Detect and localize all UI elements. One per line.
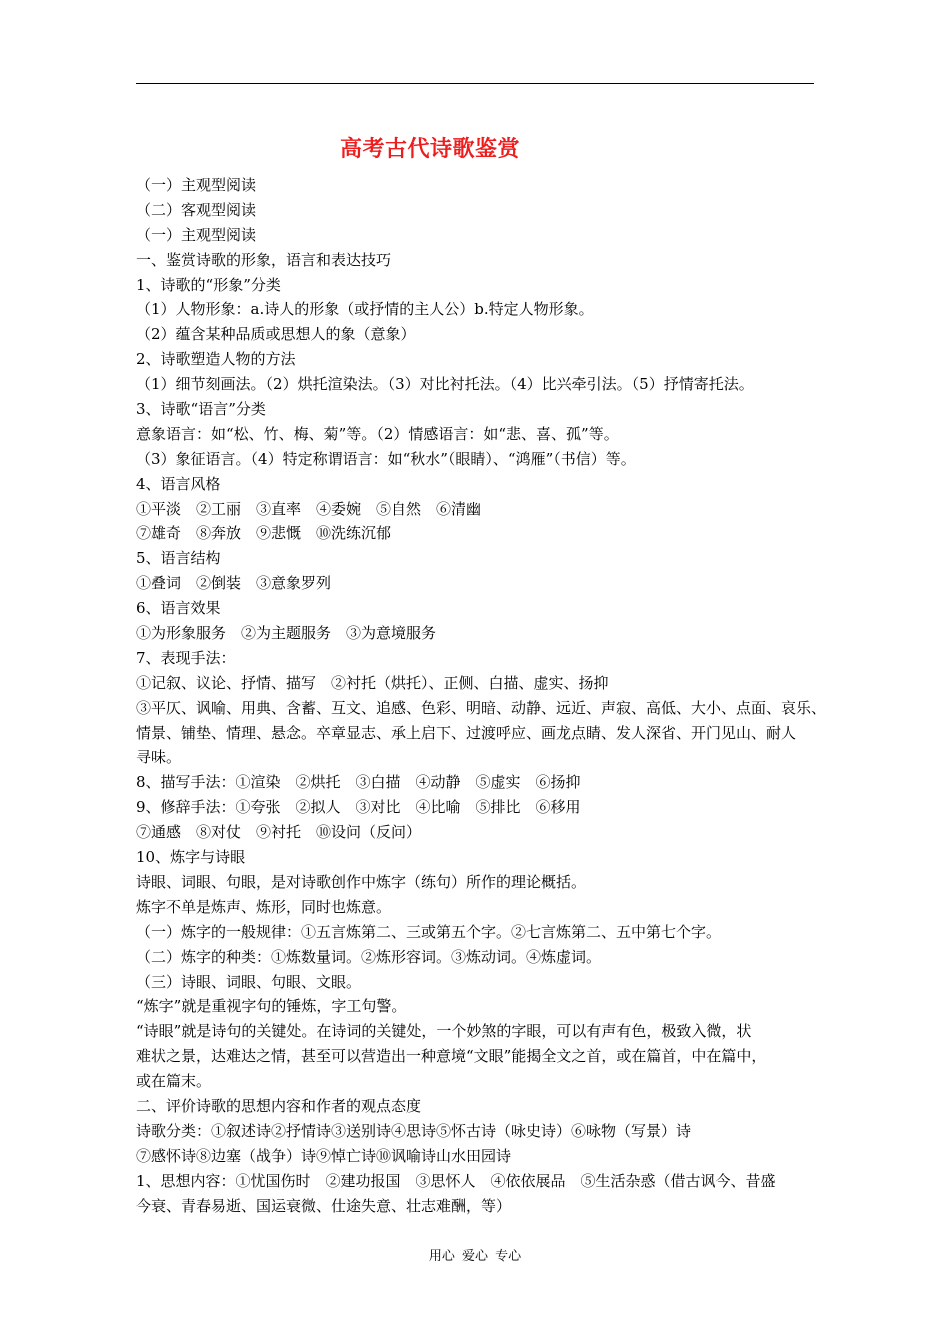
text-line: “炼字”就是重视字句的锤炼，字工句警。 [136,997,407,1016]
text-line: 5、语言结构 [136,549,221,568]
text-line: 寻味。 [136,748,182,767]
text-line: （3）象征语言。（4）特定称谓语言：如“秋水”（眼睛）、“鸿雁”（书信）等。 [136,449,636,468]
text-line: 或在篇末。 [136,1072,212,1091]
document-title: 高考古代诗歌鉴赏 [339,137,520,162]
text-line: ⑦感怀诗⑧边塞（战争）诗⑨悼亡诗⑩讽喻诗山水田园诗 [136,1146,512,1165]
text-line: ①叠词 ②倒装 ③意象罗列 [136,574,332,593]
text-line: 3、诗歌“语言”分类 [136,400,266,419]
text-line: 6、语言效果 [136,599,221,618]
text-line: （三）诗眼、词眼、句眼、文眼。 [136,972,362,991]
text-line: ①记叙、议论、抒情、描写 ②衬托（烘托）、正侧、白描、虚实、扬抑 [136,673,609,692]
text-line: （1）人物形象：a.诗人的形象（或抒情的主人公）b.特定人物形象。 [136,300,594,319]
text-line: 情景、铺垫、情理、悬念。卒章显志、承上启下、过渡呼应、画龙点睛、发人深省、开门见山、耐人 [136,723,797,742]
text-line: ①平淡 ②工丽 ③直率 ④委婉 ⑤自然 ⑥清幽 [136,499,482,518]
text-line: 8、描写手法：①渲染 ②烘托 ③白描 ④动静 ⑤虚实 ⑥扬抑 [136,773,581,792]
text-line: 2、诗歌塑造人物的方法 [136,350,296,369]
text-line: 1、思想内容：①忧国伤时 ②建功报国 ③思怀人 ④依依展品 ⑤生活杂惑（借古讽今、昔盛 [136,1171,776,1190]
header-rule [136,83,814,84]
text-line: 今衰、青春易逝、国运衰微、仕途失意、壮志难酬，等） [136,1196,512,1215]
text-line: 难状之景，达难达之情，甚至可以营造出一种意境“文眼”能揭全文之首，或在篇首，中在篇中， [136,1047,767,1066]
text-line: （二）炼字的种类：①炼数量词。②炼形容词。③炼动词。④炼虚词。 [136,947,602,966]
text-line: 诗歌分类：①叙述诗②抒情诗③送别诗④思诗⑤怀古诗（咏史诗）⑥咏物（写景）诗 [136,1121,692,1140]
text-line: 1、诗歌的“形象”分类 [136,275,281,294]
text-line: （二）客观型阅读 [136,200,257,219]
text-line: （一）炼字的一般规律：①五言炼第二、三或第五个字。②七言炼第二、五中第七个字。 [136,922,722,941]
text-line: （一）主观型阅读 [136,225,257,244]
text-line: （2）蕴含某种品质或思想人的象（意象） [136,325,416,344]
text-line: 诗眼、词眼、句眼，是对诗歌创作中炼字（练句）所作的理论概括。 [136,872,587,891]
text-line: ①为形象服务 ②为主题服务 ③为意境服务 [136,624,437,643]
text-line: “诗眼”就是诗句的关键处。在诗词的关键处，一个妙煞的字眼，可以有声有色，极致入微，状 [136,1022,752,1041]
text-line: （一）主观型阅读 [136,176,257,194]
text-line: 二、评价诗歌的思想内容和作者的观点态度 [136,1096,422,1115]
text-line: 一、鉴赏诗歌的形象，语言和表达技巧 [136,250,392,269]
text-line: 意象语言：如“松、竹、梅、菊”等。（2）情感语言：如“悲、喜、孤”等。 [136,424,619,443]
text-line: 炼字不单是炼声、炼形，同时也炼意。 [136,897,392,916]
text-line: （1）细节刻画法。（2）烘托渲染法。（3）对比衬托法。（4）比兴牵引法。（5）抒情寄托法。 [136,375,754,394]
text-line: 7、表现手法： [136,648,236,667]
text-line: ③平仄、讽喻、用典、含蓄、互文、追感、色彩、明暗、动静、远近、声寂、高低、大小、点面、哀乐、 [136,698,826,717]
page-footer: 用心 爱心 专心 [428,1249,522,1264]
text-line: ⑦雄奇 ⑧奔放 ⑨悲慨 ⑩洗练沉郁 [136,524,392,543]
text-line: ⑦通感 ⑧对仗 ⑨衬托 ⑩设问（反问） [136,823,422,842]
document-body [136,173,826,1218]
text-line: 9、修辞手法：①夸张 ②拟人 ③对比 ④比喻 ⑤排比 ⑥移用 [136,798,581,817]
text-line: 4、语言风格 [136,474,221,493]
text-line: 10、炼字与诗眼 [136,848,246,867]
